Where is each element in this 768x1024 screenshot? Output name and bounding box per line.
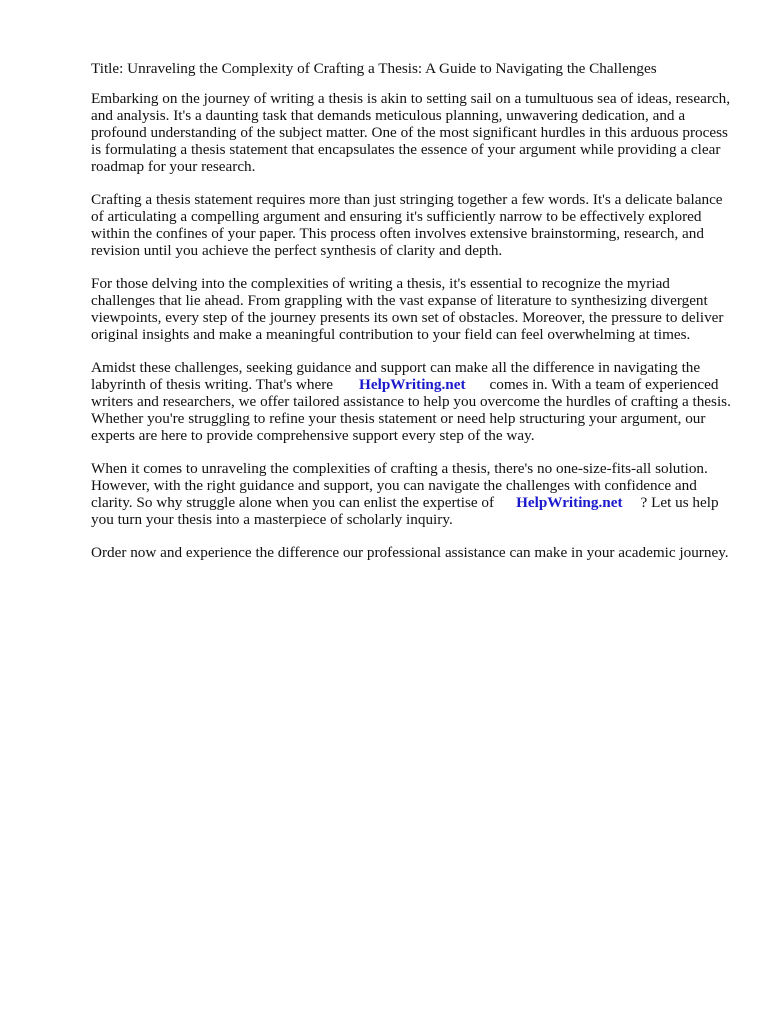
document-page xyxy=(91,60,731,577)
helpwriting-link-2[interactable]: HelpWriting.net xyxy=(516,494,623,511)
paragraph-crafting: Crafting a thesis statement requires more than just stringing together a few words. It's a delicate balance of articulating a compelling argument and ensuring it's sufficiently narrow to be effectively explored within the confines of your paper. This process often involves extensive brainstorming, research, and revision until you achieve the perfect synthesis of clarity and depth. xyxy=(91,191,723,259)
paragraph-challenges: For those delving into the complexities of writing a thesis, it's essential to recognize the myriad challenges that lie ahead. From grappling with the vast expanse of literature to synthesizing divergent viewpoints, every step of the journey presents its own set of obstacles. Moreover, the pressure to deliver original insights and make a meaningful contribution to your field can feel overwhelming at times. xyxy=(91,275,724,343)
paragraph-solution-after: ? Let us help you turn your thesis into a masterpiece of scholarly inquiry. xyxy=(91,494,719,528)
helpwriting-link[interactable]: HelpWriting.net xyxy=(359,376,466,393)
paragraph-solution-before: When it comes to unraveling the complexities of crafting a thesis, there's no one-size-fits-all solution. However, with the right guidance and support, you can navigate the challenges with confidence and clarity. So why struggle alone when you can enlist the expertise of xyxy=(91,460,708,511)
paragraph-closing: Order now and experience the difference our professional assistance can make in your academic journey. xyxy=(91,544,729,561)
paragraph-guidance-after: comes in. With a team of experienced writers and researchers, we offer tailored assistance to help you overcome the hurdles of crafting a thesis. Whether you're struggling to refine your thesis statement or need help structuring your argument, our experts are here to provide comprehensive support every step of the way. xyxy=(91,376,731,444)
paragraph-intro: Embarking on the journey of writing a thesis is akin to setting sail on a tumultuous sea of ideas, research, and analysis. It's a daunting task that demands meticulous planning, unwavering dedication, and a profound understanding of the subject matter. One of the most significant hurdles in this arduous process is formulating a thesis statement that encapsulates the essence of your argument while providing a clear roadmap for your research. xyxy=(91,90,731,175)
paragraph-solution xyxy=(91,460,731,528)
paragraph-guidance-before: Amidst these challenges, seeking guidance and support can make all the difference in navigating the labyrinth of thesis writing. That's where xyxy=(91,359,701,393)
document-title: Title: Unraveling the Complexity of Crafting a Thesis: A Guide to Navigating the Challenges xyxy=(91,60,657,77)
paragraph-guidance xyxy=(91,359,731,444)
